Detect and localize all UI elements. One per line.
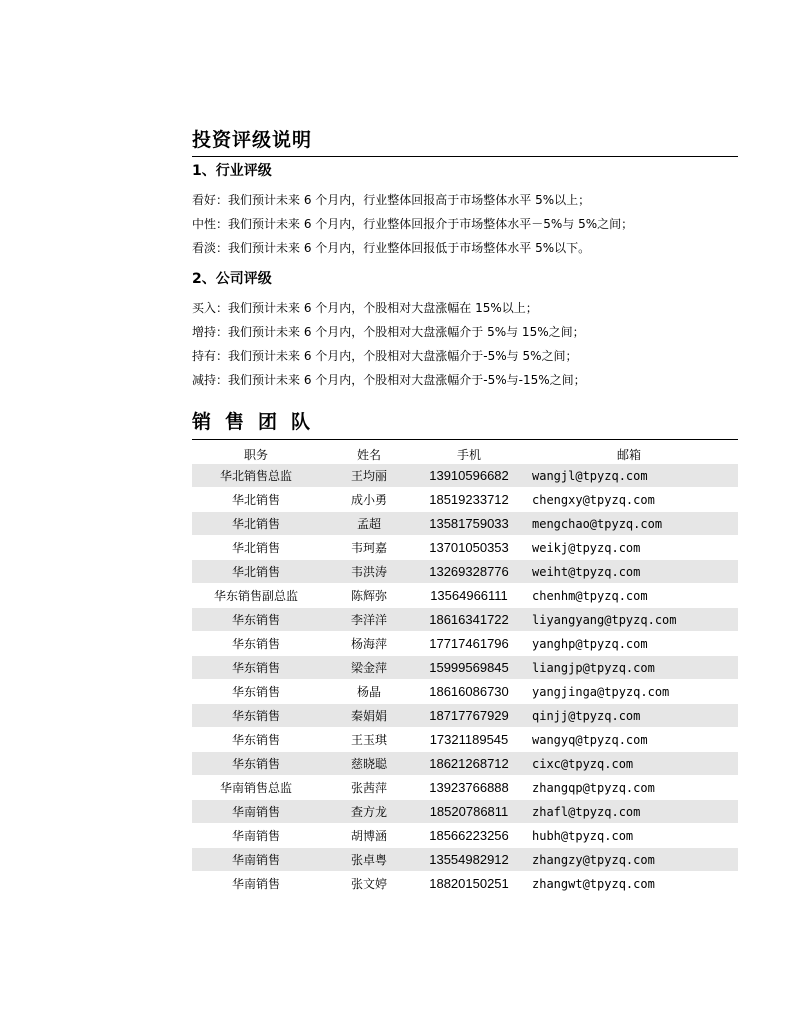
cell-email: cixc@tpyzq.com xyxy=(520,752,738,776)
rating-section-title: 投资评级说明 xyxy=(192,129,313,151)
table-row xyxy=(192,632,738,656)
cell-phone: 18520786811 xyxy=(418,800,520,824)
cell-phone: 17717461796 xyxy=(418,632,520,656)
column-header-role: 职务 xyxy=(243,447,268,462)
table-row xyxy=(192,512,738,536)
cell-role: 华北销售总监 xyxy=(192,464,320,488)
cell-phone: 13564966111 xyxy=(418,584,520,608)
cell-phone: 13910596682 xyxy=(418,464,520,488)
table-row xyxy=(192,680,738,704)
table-row xyxy=(192,464,738,488)
cell-email: chengxy@tpyzq.com xyxy=(520,488,738,512)
cell-name: 查方龙 xyxy=(320,800,418,824)
company-rating-item: 增持：我们预计未来 6 个月内，个股相对大盘涨幅介于 5%与 15%之间； xyxy=(192,325,585,339)
cell-role: 华北销售 xyxy=(192,536,320,560)
cell-email: mengchao@tpyzq.com xyxy=(520,512,738,536)
table-row xyxy=(192,656,738,680)
cell-name: 秦娟娟 xyxy=(320,704,418,728)
cell-phone: 18820150251 xyxy=(418,872,520,896)
cell-email: chenhm@tpyzq.com xyxy=(520,584,738,608)
cell-role: 华南销售 xyxy=(192,824,320,848)
industry-rating-item: 看淡：我们预计未来 6 个月内，行业整体回报低于市场整体水平 5%以下。 xyxy=(192,241,591,255)
cell-role: 华东销售 xyxy=(192,728,320,752)
column-header-phone: 手机 xyxy=(456,447,481,462)
table-header-row xyxy=(192,444,738,464)
table-row xyxy=(192,488,738,512)
table-row xyxy=(192,584,738,608)
cell-name: 张茜萍 xyxy=(320,776,418,800)
cell-name: 韦珂嘉 xyxy=(320,536,418,560)
column-header-name: 姓名 xyxy=(356,447,381,462)
table-row xyxy=(192,560,738,584)
table-row xyxy=(192,800,738,824)
table-row xyxy=(192,848,738,872)
cell-name: 杨海萍 xyxy=(320,632,418,656)
cell-email: zhangqp@tpyzq.com xyxy=(520,776,738,800)
cell-email: yangjinga@tpyzq.com xyxy=(520,680,738,704)
cell-email: qinjj@tpyzq.com xyxy=(520,704,738,728)
cell-email: weikj@tpyzq.com xyxy=(520,536,738,560)
cell-email: yanghp@tpyzq.com xyxy=(520,632,738,656)
cell-name: 王玉琪 xyxy=(320,728,418,752)
cell-email: weiht@tpyzq.com xyxy=(520,560,738,584)
cell-email: hubh@tpyzq.com xyxy=(520,824,738,848)
cell-name: 孟超 xyxy=(320,512,418,536)
cell-email: zhangwt@tpyzq.com xyxy=(520,872,738,896)
cell-role: 华东销售 xyxy=(192,656,320,680)
sales-team-title: 销售团队 xyxy=(192,411,325,433)
cell-role: 华东销售 xyxy=(192,704,320,728)
cell-role: 华北销售 xyxy=(192,512,320,536)
cell-name: 张卓粤 xyxy=(320,848,418,872)
table-row xyxy=(192,704,738,728)
sales-team-rule xyxy=(192,439,738,440)
cell-phone: 18621268712 xyxy=(418,752,520,776)
rating-section-rule xyxy=(192,156,738,157)
sales-team-table xyxy=(192,444,738,896)
cell-email: zhangzy@tpyzq.com xyxy=(520,848,738,872)
cell-name: 杨晶 xyxy=(320,680,418,704)
cell-role: 华南销售 xyxy=(192,872,320,896)
cell-email: liangjp@tpyzq.com xyxy=(520,656,738,680)
cell-name: 梁金萍 xyxy=(320,656,418,680)
cell-name: 陈辉弥 xyxy=(320,584,418,608)
cell-role: 华北销售 xyxy=(192,560,320,584)
company-rating-heading: 2、公司评级 xyxy=(192,271,272,287)
table-row xyxy=(192,776,738,800)
cell-name: 李洋洋 xyxy=(320,608,418,632)
industry-rating-item: 看好：我们预计未来 6 个月内，行业整体回报高于市场整体水平 5%以上； xyxy=(192,193,591,207)
cell-name: 成小勇 xyxy=(320,488,418,512)
column-header-email: 邮箱 xyxy=(616,447,641,462)
cell-phone: 13923766888 xyxy=(418,776,520,800)
cell-phone: 13554982912 xyxy=(418,848,520,872)
cell-role: 华南销售总监 xyxy=(192,776,320,800)
cell-phone: 17321189545 xyxy=(418,728,520,752)
cell-role: 华东销售 xyxy=(192,608,320,632)
cell-phone: 18616341722 xyxy=(418,608,520,632)
company-rating-item: 买入：我们预计未来 6 个月内，个股相对大盘涨幅在 15%以上； xyxy=(192,301,538,315)
cell-phone: 15999569845 xyxy=(418,656,520,680)
cell-phone: 18566223256 xyxy=(418,824,520,848)
industry-rating-item: 中性：我们预计未来 6 个月内，行业整体回报介于市场整体水平－5%与 5%之间； xyxy=(192,217,634,231)
cell-phone: 13269328776 xyxy=(418,560,520,584)
company-rating-item: 减持：我们预计未来 6 个月内，个股相对大盘涨幅介于-5%与-15%之间； xyxy=(192,373,586,387)
cell-phone: 13701050353 xyxy=(418,536,520,560)
cell-role: 华北销售 xyxy=(192,488,320,512)
table-row xyxy=(192,536,738,560)
cell-email: zhafl@tpyzq.com xyxy=(520,800,738,824)
cell-name: 慈晓聪 xyxy=(320,752,418,776)
cell-phone: 18717767929 xyxy=(418,704,520,728)
cell-role: 华东销售 xyxy=(192,632,320,656)
sales-team-table-body xyxy=(192,464,738,896)
table-row xyxy=(192,728,738,752)
cell-email: liyangyang@tpyzq.com xyxy=(520,608,738,632)
table-row xyxy=(192,824,738,848)
cell-name: 胡博涵 xyxy=(320,824,418,848)
cell-phone: 13581759033 xyxy=(418,512,520,536)
cell-email: wangjl@tpyzq.com xyxy=(520,464,738,488)
cell-role: 华东销售 xyxy=(192,752,320,776)
table-row xyxy=(192,872,738,896)
cell-name: 韦洪涛 xyxy=(320,560,418,584)
cell-role: 华南销售 xyxy=(192,800,320,824)
industry-rating-heading: 1、行业评级 xyxy=(192,163,272,179)
company-rating-item: 持有：我们预计未来 6 个月内，个股相对大盘涨幅介于-5%与 5%之间； xyxy=(192,349,578,363)
cell-role: 华东销售 xyxy=(192,680,320,704)
cell-phone: 18519233712 xyxy=(418,488,520,512)
cell-role: 华东销售副总监 xyxy=(192,584,320,608)
cell-name: 王均丽 xyxy=(320,464,418,488)
cell-name: 张文婷 xyxy=(320,872,418,896)
cell-phone: 18616086730 xyxy=(418,680,520,704)
table-row xyxy=(192,752,738,776)
table-row xyxy=(192,608,738,632)
cell-email: wangyq@tpyzq.com xyxy=(520,728,738,752)
cell-role: 华南销售 xyxy=(192,848,320,872)
